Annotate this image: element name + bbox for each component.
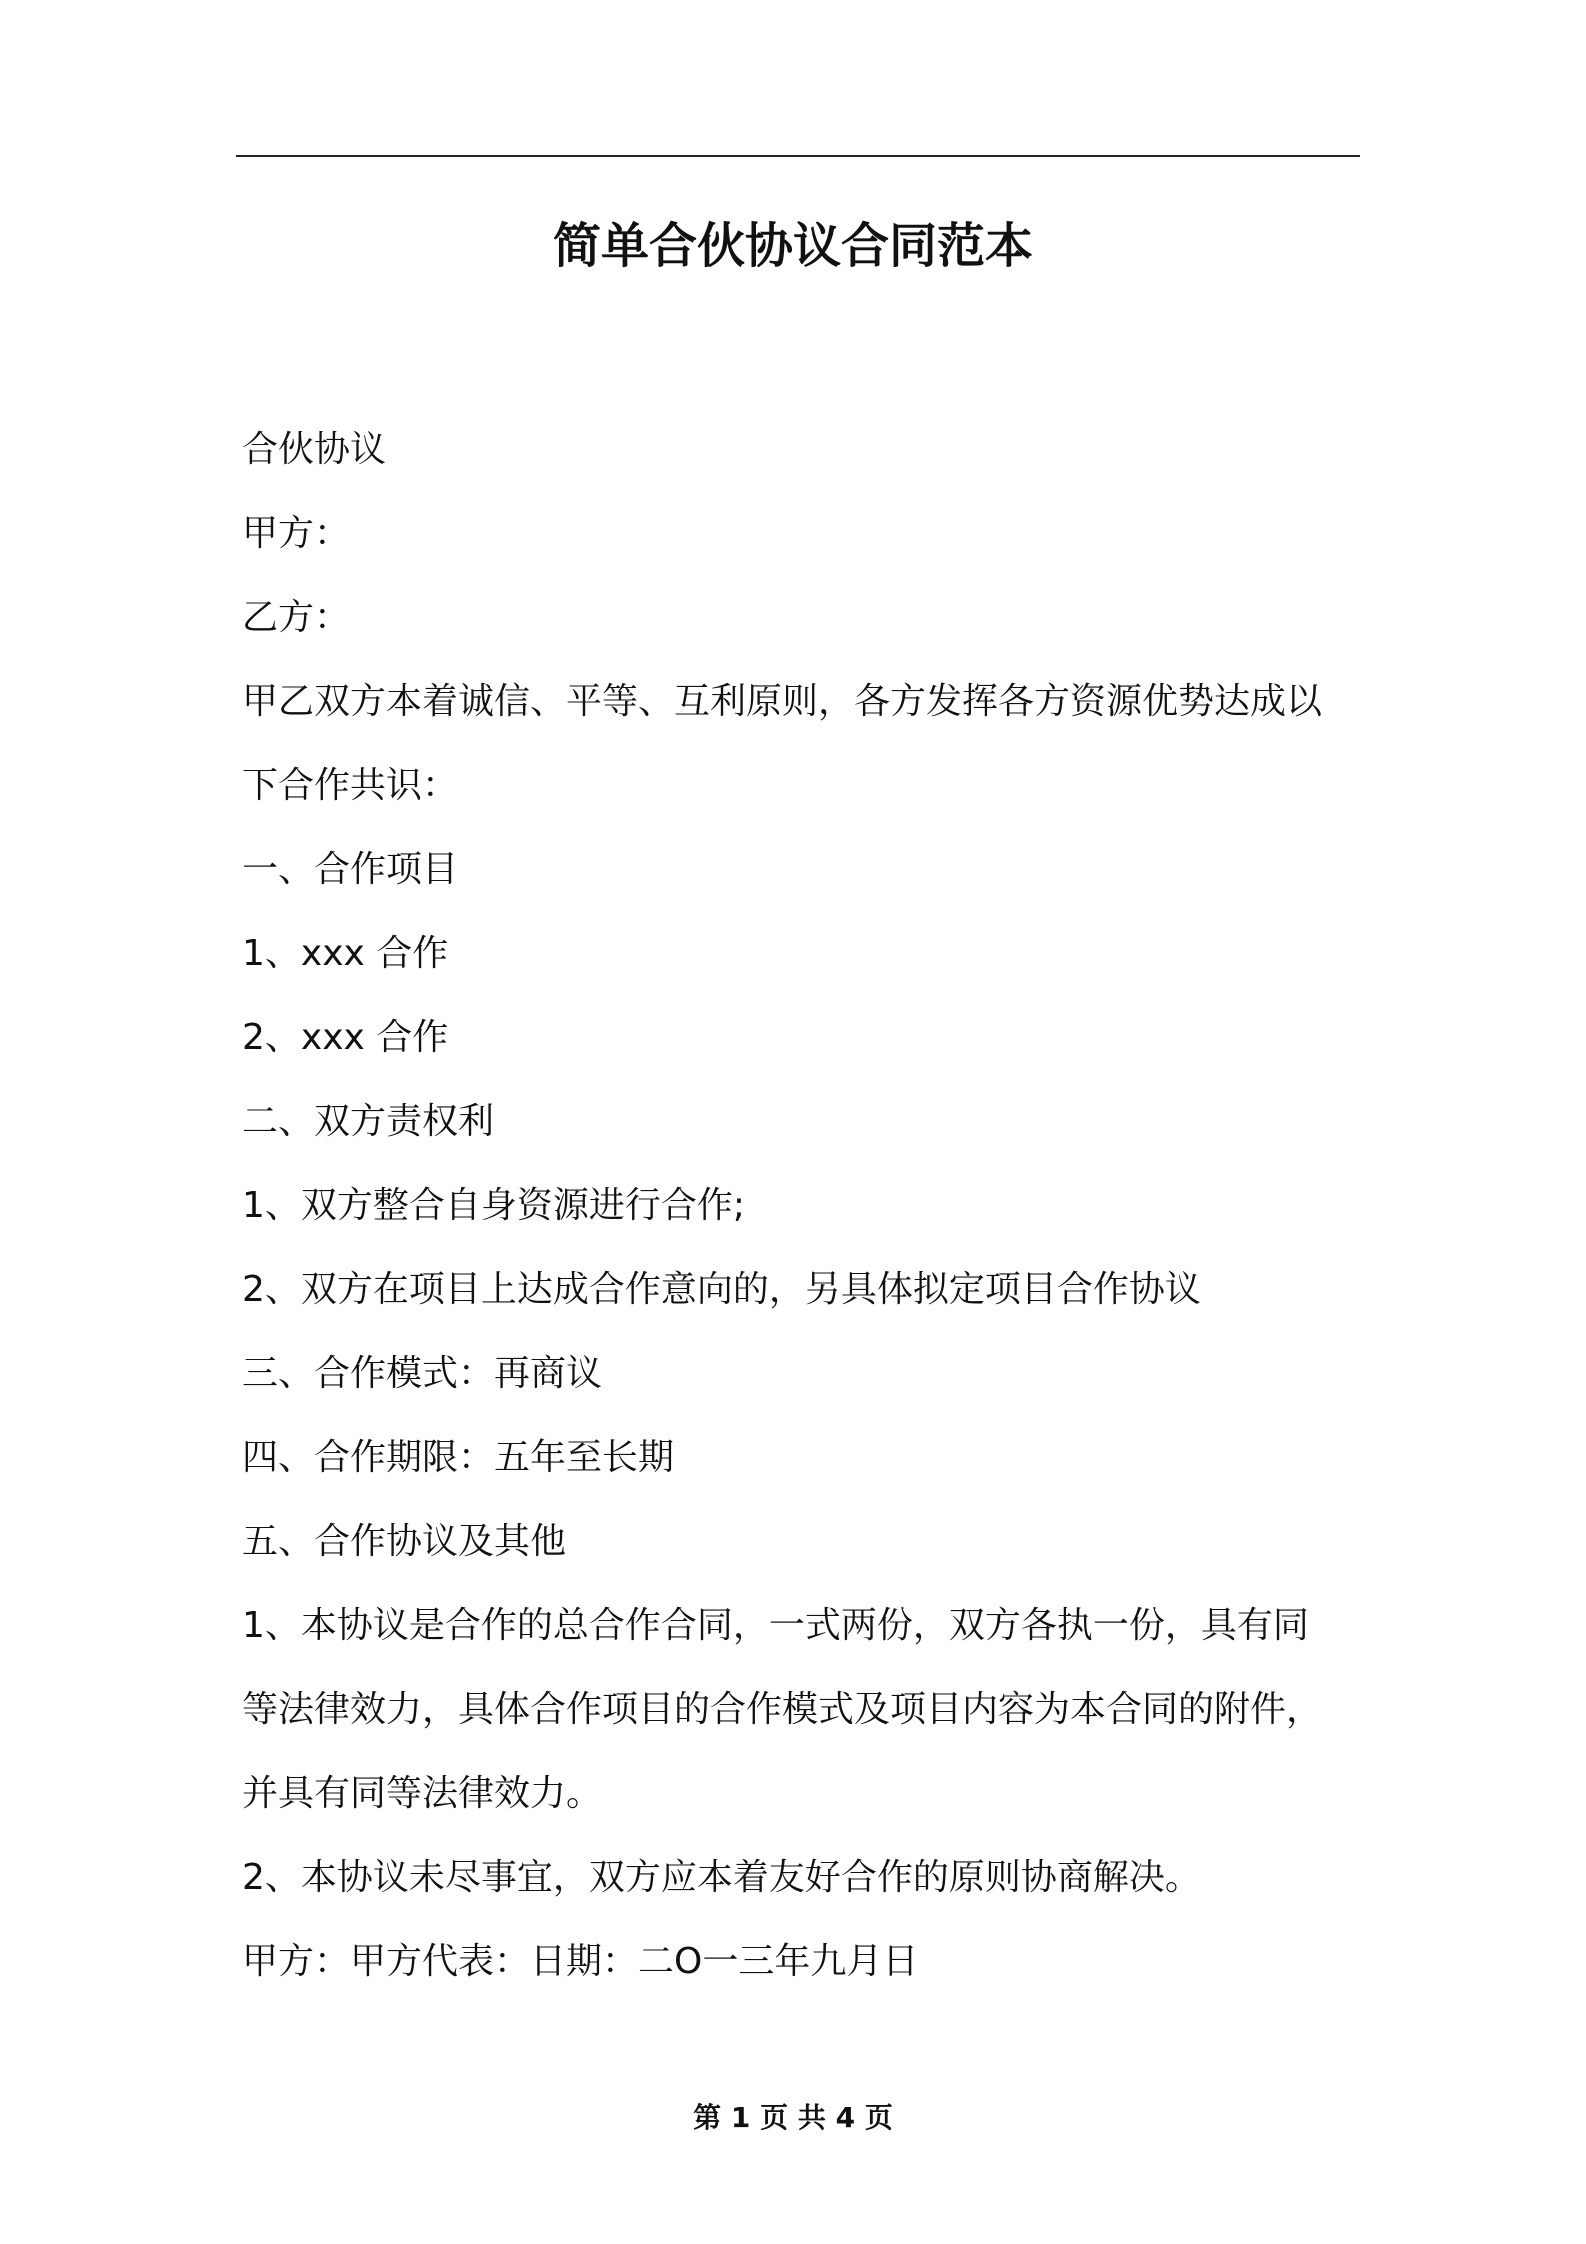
- document-body: [242, 408, 1362, 2004]
- section-1-item-1: 1、xxx 合作: [242, 933, 449, 974]
- party-a-line: 甲方：: [242, 513, 351, 554]
- heading-agreement: 合伙协议: [242, 429, 387, 470]
- section-2-heading: 二、双方责权利: [242, 1101, 495, 1142]
- section-5-item-1-line-2: 等法律效力，具体合作项目的合作模式及项目内容为本合同的附件，: [242, 1689, 1323, 1730]
- section-5-item-1-line-1: 1、本协议是合作的总合作合同，一式两份，双方各执一份，具有同: [242, 1605, 1309, 1646]
- page-number: 第 1 页 共 4 页: [693, 2101, 893, 2134]
- section-3-heading: 三、合作模式：再商议: [242, 1353, 603, 1394]
- preamble-line-2: 下合作共识：: [242, 765, 459, 806]
- header-rule: [236, 155, 1360, 157]
- section-4-heading: 四、合作期限：五年至长期: [242, 1437, 675, 1478]
- section-1-heading: 一、合作项目: [242, 849, 459, 890]
- section-1-item-2: 2、xxx 合作: [242, 1017, 449, 1058]
- section-5-item-1-line-3: 并具有同等法律效力。: [242, 1773, 603, 1814]
- section-2-item-2: 2、双方在项目上达成合作意向的，另具体拟定项目合作协议: [242, 1269, 1201, 1310]
- preamble-line-1: 甲乙双方本着诚信、平等、互利原则，各方发挥各方资源优势达成以: [242, 681, 1323, 722]
- section-2-item-1: 1、双方整合自身资源进行合作;: [242, 1185, 746, 1226]
- section-5-item-2: 2、本协议未尽事宜，双方应本着友好合作的原则协商解决。: [242, 1857, 1201, 1898]
- signature-line: 甲方：甲方代表：日期：二O一三年九月日: [242, 1941, 919, 1982]
- party-b-line: 乙方：: [242, 597, 351, 638]
- document-title: 简单合伙协议合同范本: [552, 218, 1033, 274]
- section-5-heading: 五、合作协议及其他: [242, 1521, 567, 1562]
